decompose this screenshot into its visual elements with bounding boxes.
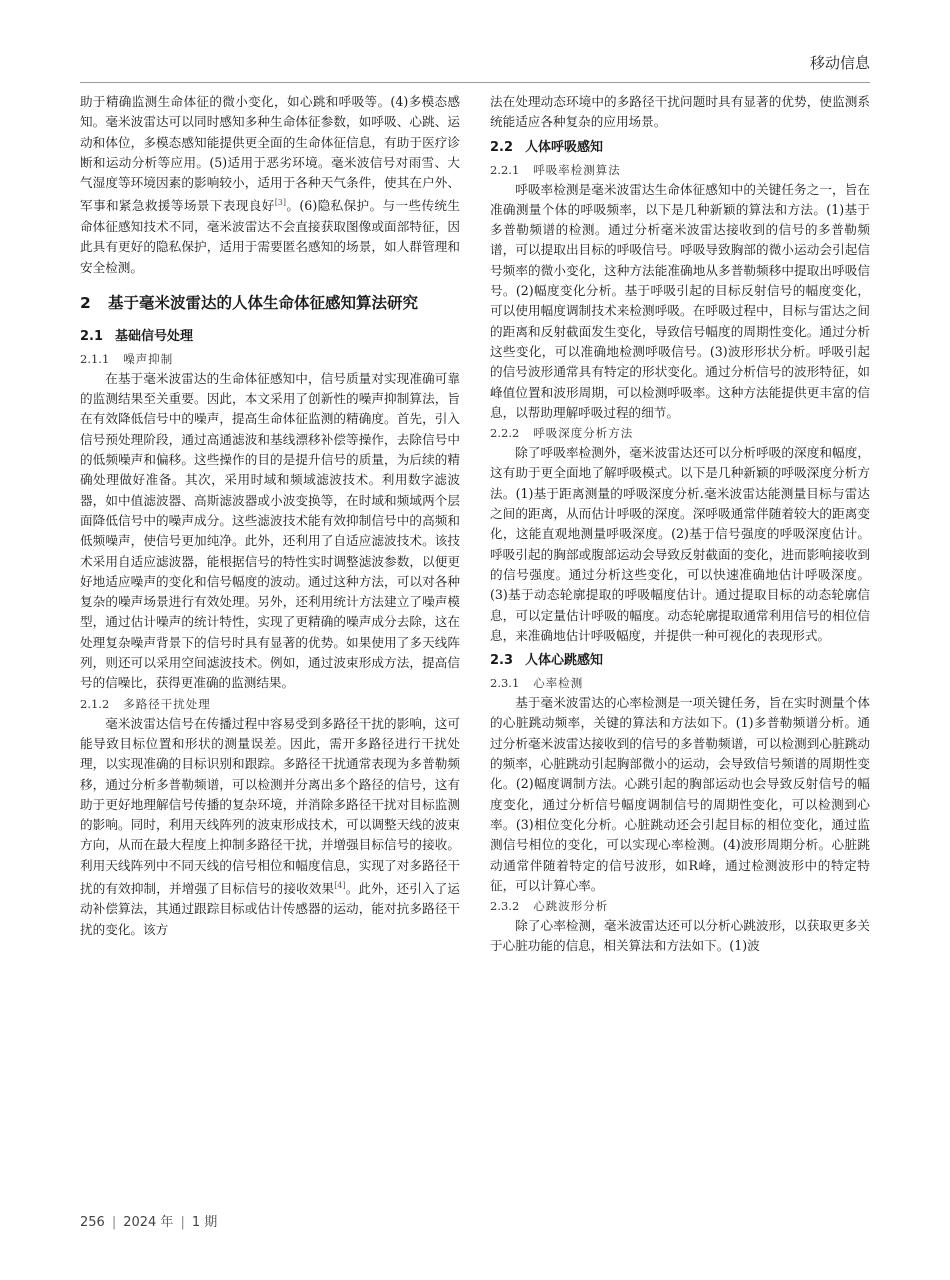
section-heading-2-1-1: 2.1.1 噪声抑制 — [80, 351, 174, 366]
section-heading-2-2-2: 2.2.2 呼吸深度分析方法 — [490, 426, 634, 441]
footer-separator: | — [180, 1215, 185, 1230]
footer-separator: | — [111, 1215, 117, 1230]
right-column — [490, 92, 870, 957]
header-divider — [80, 82, 870, 83]
section-heading-2-1-2: 2.1.2 多路径干扰处理 — [80, 696, 211, 711]
page-number: 256 — [80, 1215, 105, 1230]
left-column — [80, 92, 460, 940]
paragraph-heart-rate: 基于毫米波雷达的心率检测是一项关键任务，旨在实时测量个体的心脏跳动频率，关键的算法和方法如下。(1)多普勒频谱分析。通过分析毫米波雷达接收到的信号的多普勒频谱，可以检测到心脏跳动的频率，心脏跳动引起胸部微小的运动，会导致信号频谱的周期性变化。(2)幅度调制方法。心跳引起的胸部运动也会导致反射信号的幅度变化，通过分析信号幅度调制信号的周期性变化，可以检测到心率。(3)相位变化分析。心脏跳动还会引起目标的相位变化，通过监测信号相位的变化，可以实现心率检测。(4)波形周期分析。心脏跳动通常伴随着特定的信号波形，如R峰，通过检测波形中的特定特征，可以计算心率。 — [490, 695, 870, 893]
section-heading-2-1: 2.1 基础信号处理 — [80, 328, 194, 344]
journal-name: 移动信息 — [809, 54, 870, 72]
section-heading-2-3-2: 2.3.2 心跳波形分析 — [490, 899, 609, 914]
paragraph-continuation: 法在处理动态环境中的多路径干扰问题时具有显著的优势，使监测系统能适应各种复杂的应用场景。 — [490, 94, 870, 130]
paragraph-multipath: 毫米波雷达信号在传播过程中容易受到多路径干扰的影响，这可能导致目标位置和形状的测量误差。因此，需开多路径进行干扰处理，以实现准确的目标识别和跟踪。多路径干扰通常表现为多普勒频移，通过分析多普勒频谱，可以检测并分离出多个路径的信号，这有助于更好地理解信号传播的复杂环境，并消除多路径干扰对目标监测的影响。同时，利用天线阵列的波束形成技术，可以调整天线的波束方向，从而在最大程度上抑制多路径干扰，并增强目标信号的接收。利用天线阵列中不同天线的信号相位和幅度信息，实现了对多路径干扰的有效抑制，并增强了目标信号的接收效果[4]。此外，还引入了运动补偿算法，其通过跟踪目标或估计传感器的运动，能对抗多路径干扰的变化。该方 — [80, 715, 461, 937]
section-heading-2-3: 2.3 人体心跳感知 — [490, 653, 604, 669]
citation-ref: [4] — [334, 880, 346, 890]
footer-year: 2024 年 — [123, 1215, 174, 1230]
section-heading-2-2: 2.2 人体呼吸感知 — [490, 139, 604, 155]
section-heading-2: 2 基于毫米波雷达的人体生命体征感知算法研究 — [80, 293, 419, 312]
citation-ref: [3] — [274, 198, 287, 208]
paragraph-noise-suppression: 在基于毫米波雷达的生命体征感知中，信号质量对实现准确可靠的监测结果至关重要。因此，本文采用了创新性的噪声抑制算法，旨在有效降低信号中的噪声，提高生命体征监测的精确度。首先，引入信号预处理阶段，通过高通滤波和基线漂移补偿等操作，去除信号中的低频噪声和偏移。这些操作的目的是提升信号的质量，为后续的精确处理做好准备。其次，采用时域和频域滤波技术。利用数字滤波器，如中值滤波器、高斯滤波器或小波变换等，在时域和频域两个层面降低信号中的噪声成分。这些滤波技术能有效抑制信号中的高频和低频噪声，使信号更加纯净。此外，还利用了自适应滤波技术。该技术采用自适应滤波器，能根据信号的特性实时调整滤波参数，以便更好地适应噪声的变化和信号幅度的波动。通过这种方法，可以对各种复杂的噪声场景进行有效处理。另外，还利用统计方法建立了噪声模型，通过估计噪声的统计特性，实现了更精确的噪声成分去除，这在处理复杂噪声背景下的信号时具有显著的优势。如果使用了多天线阵列，则还可以采用空间滤波技术。例如，通过波束形成方法，提高信号的信噪比，获得更准确的监测结果。 — [80, 370, 460, 691]
page-footer — [80, 1211, 217, 1230]
paragraph-continuation: 助于精确监测生命体征的微小变化，如心跳和呼吸等。(4)多模态感知。毫米波雷达可以同时感知多种生命体征参数，如呼吸、心跳、运动和体位，多模态感知能提供更全面的生命体征信息，有助于医疗诊断和运动分析等应用。(5)适用于恶劣环境。毫米波信号对雨雪、大气湿度等环境因素的影响较小，适用于各种天气条件，使其在户外、军事和紧急救援等场景下表现良好[3]。(6)隐私保护。与一些传统生命体征感知技术不同，毫米波雷达不会直接获取图像或面部特征，因此具有更好的隐私保护，适用于需要匿名感知的场景，如人群管理和安全检测。 — [80, 94, 461, 275]
paragraph-respiration-rate: 呼吸率检测是毫米波雷达生命体征感知中的关键任务之一，旨在准确测量个体的呼吸频率，以下是几种新颖的算法和方法。(1)基于多普勒频谱的检测。通过分析毫米波雷达接收到的信号的多普勒频谱，可以提取出目标的呼吸信号。呼吸导致胸部的微小运动会引起信号频率的微小变化，这种方法能准确地从多普勒频移中提取出呼吸信号。(2)幅度变化分析。基于呼吸引起的目标反射信号的幅度变化，可以使用幅度调制技术来检测呼吸。在呼吸过程中，目标与雷达之间的距离和反射截面发生变化，导致信号幅度的周期性变化。通过分析这些变化，可以准确地检测呼吸信号。(3)波形形状分析。呼吸引起的信号波形通常具有特定的形状变化。通过分析信号的波形特征，如峰值位置和波形周期，可以检测呼吸率。这种方法能提供更丰富的信息，以帮助理解呼吸过程的细节。 — [490, 181, 870, 420]
section-heading-2-2-1: 2.2.1 呼吸率检测算法 — [490, 162, 621, 177]
paragraph-heartbeat-waveform: 除了心率检测，毫米波雷达还可以分析心跳波形，以获取更多关于心脏功能的信息，相关算法和方法如下。(1)波 — [490, 918, 870, 954]
paragraph-respiration-depth: 除了呼吸率检测外，毫米波雷达还可以分析呼吸的深度和幅度，这有助于更全面地了解呼吸模式。以下是几种新颖的呼吸深度分析方法。(1)基于距离测量的呼吸深度分析.毫米波雷达能测量目标与雷达之间的距离，从而估计呼吸的深度。深呼吸通常伴随着较大的距离变化，这能直观地测量呼吸深度。(2)基于信号强度的呼吸深度估计。呼吸引起的胸部或腹部运动会导致反射截面的变化，进而影响接收到的信号强度。通过分析这些变化，可以快速准确地估计呼吸深度。(3)基于动态轮廓提取的呼吸幅度估计。通过提取目标的动态轮廓信息，可以定量估计呼吸的幅度。动态轮廓提取通常利用信号的相位信息，来准确地估计呼吸幅度，并提供一种可视化的表现形式。 — [490, 445, 870, 643]
section-heading-2-3-1: 2.3.1 心率检测 — [490, 676, 584, 691]
footer-issue: 1 期 — [191, 1215, 218, 1230]
